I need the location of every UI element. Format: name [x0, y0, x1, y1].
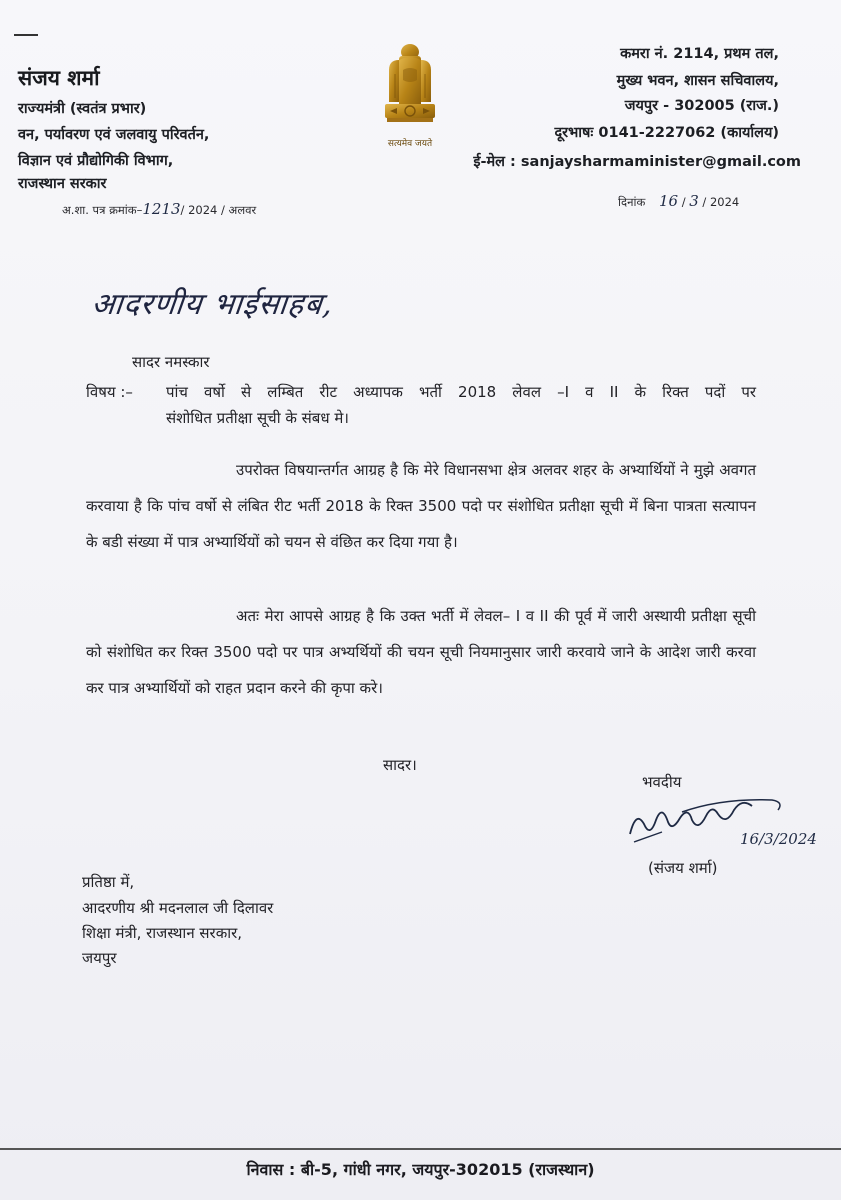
designation-line: वन, पर्यावरण एवं जलवायु परिवर्तन, — [18, 127, 210, 143]
date-year: 2024 — [709, 195, 740, 209]
recipient-line: जयपुर — [82, 949, 117, 967]
closing: सादर। — [383, 756, 417, 774]
subject-line: संशोधित प्रतीक्षा सूची के संबध मे। — [166, 409, 349, 427]
email-line: ई-मेल : sanjaysharmaminister@gmail.com — [473, 154, 801, 170]
phone-line: दूरभाषः 0141-2227062 (कार्यालय) — [554, 125, 779, 141]
date-day: 16 — [658, 192, 679, 210]
body-paragraph: उपरोक्त विषयान्तर्गत आग्रह है कि मेरे विधानसभा क्षेत्र अलवर शहर के अभ्यार्थियों ने मुझे अवगत करवाया है कि पांच वर्षो से लंबित रीट भर्ती 2018 के रिक्त 3500 पदो पर संशोधित प्रतीक्षा सूची में बिना पात्रता सत्यापन के बडी संख्या में पात्र अभ्यार्थियों को चयन से वंछित कर दिया गया है। — [86, 461, 756, 551]
designation-line: राज्यमंत्री (स्वतंत्र प्रभार) — [18, 101, 147, 117]
greeting: सादर नमस्कार — [132, 353, 210, 371]
designation-line: विज्ञान एवं प्रौद्योगिकी विभाग, — [18, 153, 174, 169]
recipient-line: शिक्षा मंत्री, राजस्थान सरकार, — [82, 924, 242, 942]
reference-handwritten-number: 1213 — [142, 200, 181, 218]
yours-faithfully: भवदीय — [642, 773, 682, 791]
signatory-name: (संजय शर्मा) — [648, 859, 718, 877]
handwritten-salutation: आदरणीय भाईसाहब, — [89, 287, 336, 322]
signature-date: 16/3/2024 — [740, 830, 817, 848]
signature-icon — [622, 780, 832, 860]
address-line: मुख्य भवन, शासन सचिवालय, — [616, 73, 779, 89]
address-line: कमरा नं. 2114, प्रथम तल, — [620, 46, 779, 62]
designation-line: राजस्थान सरकार — [18, 176, 107, 192]
address-line: जयपुर - 302005 (राज.) — [624, 98, 779, 114]
letter-date: दिनांक 16 / 3 / 2024 — [618, 192, 740, 210]
footer-divider — [0, 1148, 841, 1150]
sender-name: संजय शर्मा — [18, 66, 100, 90]
date-month: 3 — [689, 192, 699, 210]
reference-prefix: अ.शा. पत्र क्रमांक– — [62, 203, 143, 217]
corner-mark — [14, 34, 38, 36]
recipient-line: आदरणीय श्री मदनलाल जी दिलावर — [82, 899, 274, 917]
recipient-prefix: प्रतिष्ठा में, — [82, 873, 135, 891]
subject-line: पांच वर्षो से लम्बित रीट अध्यापक भर्ती 2018 लेवल –I व II के रिक्त पदों पर — [166, 383, 756, 401]
subject-label: विषय :– — [86, 383, 133, 401]
emblem-motto: सत्यमेव जयते — [387, 139, 433, 149]
state-emblem — [375, 40, 445, 152]
reference-number — [62, 200, 256, 218]
footer-residence: निवास : बी-5, गांधी नगर, जयपुर-302015 (राजस्थान) — [246, 1160, 595, 1179]
body-paragraph: अतः मेरा आपसे आग्रह है कि उक्त भर्ती में लेवल– I व II की पूर्व में जारी अस्थायी प्रतीक्षा सूची को संशोधित कर रिक्त 3500 पदो पर पात्र अभ्यर्थियों की चयन सूची नियमानुसार जारी करवाये जाने के आदेश जारी करवा कर पात्र अभ्यार्थियों को राहत प्रदान करने की कृपा करे। — [86, 607, 756, 697]
reference-suffix: / 2024 / अलवर — [180, 203, 257, 217]
date-prefix: दिनांक — [618, 195, 646, 209]
